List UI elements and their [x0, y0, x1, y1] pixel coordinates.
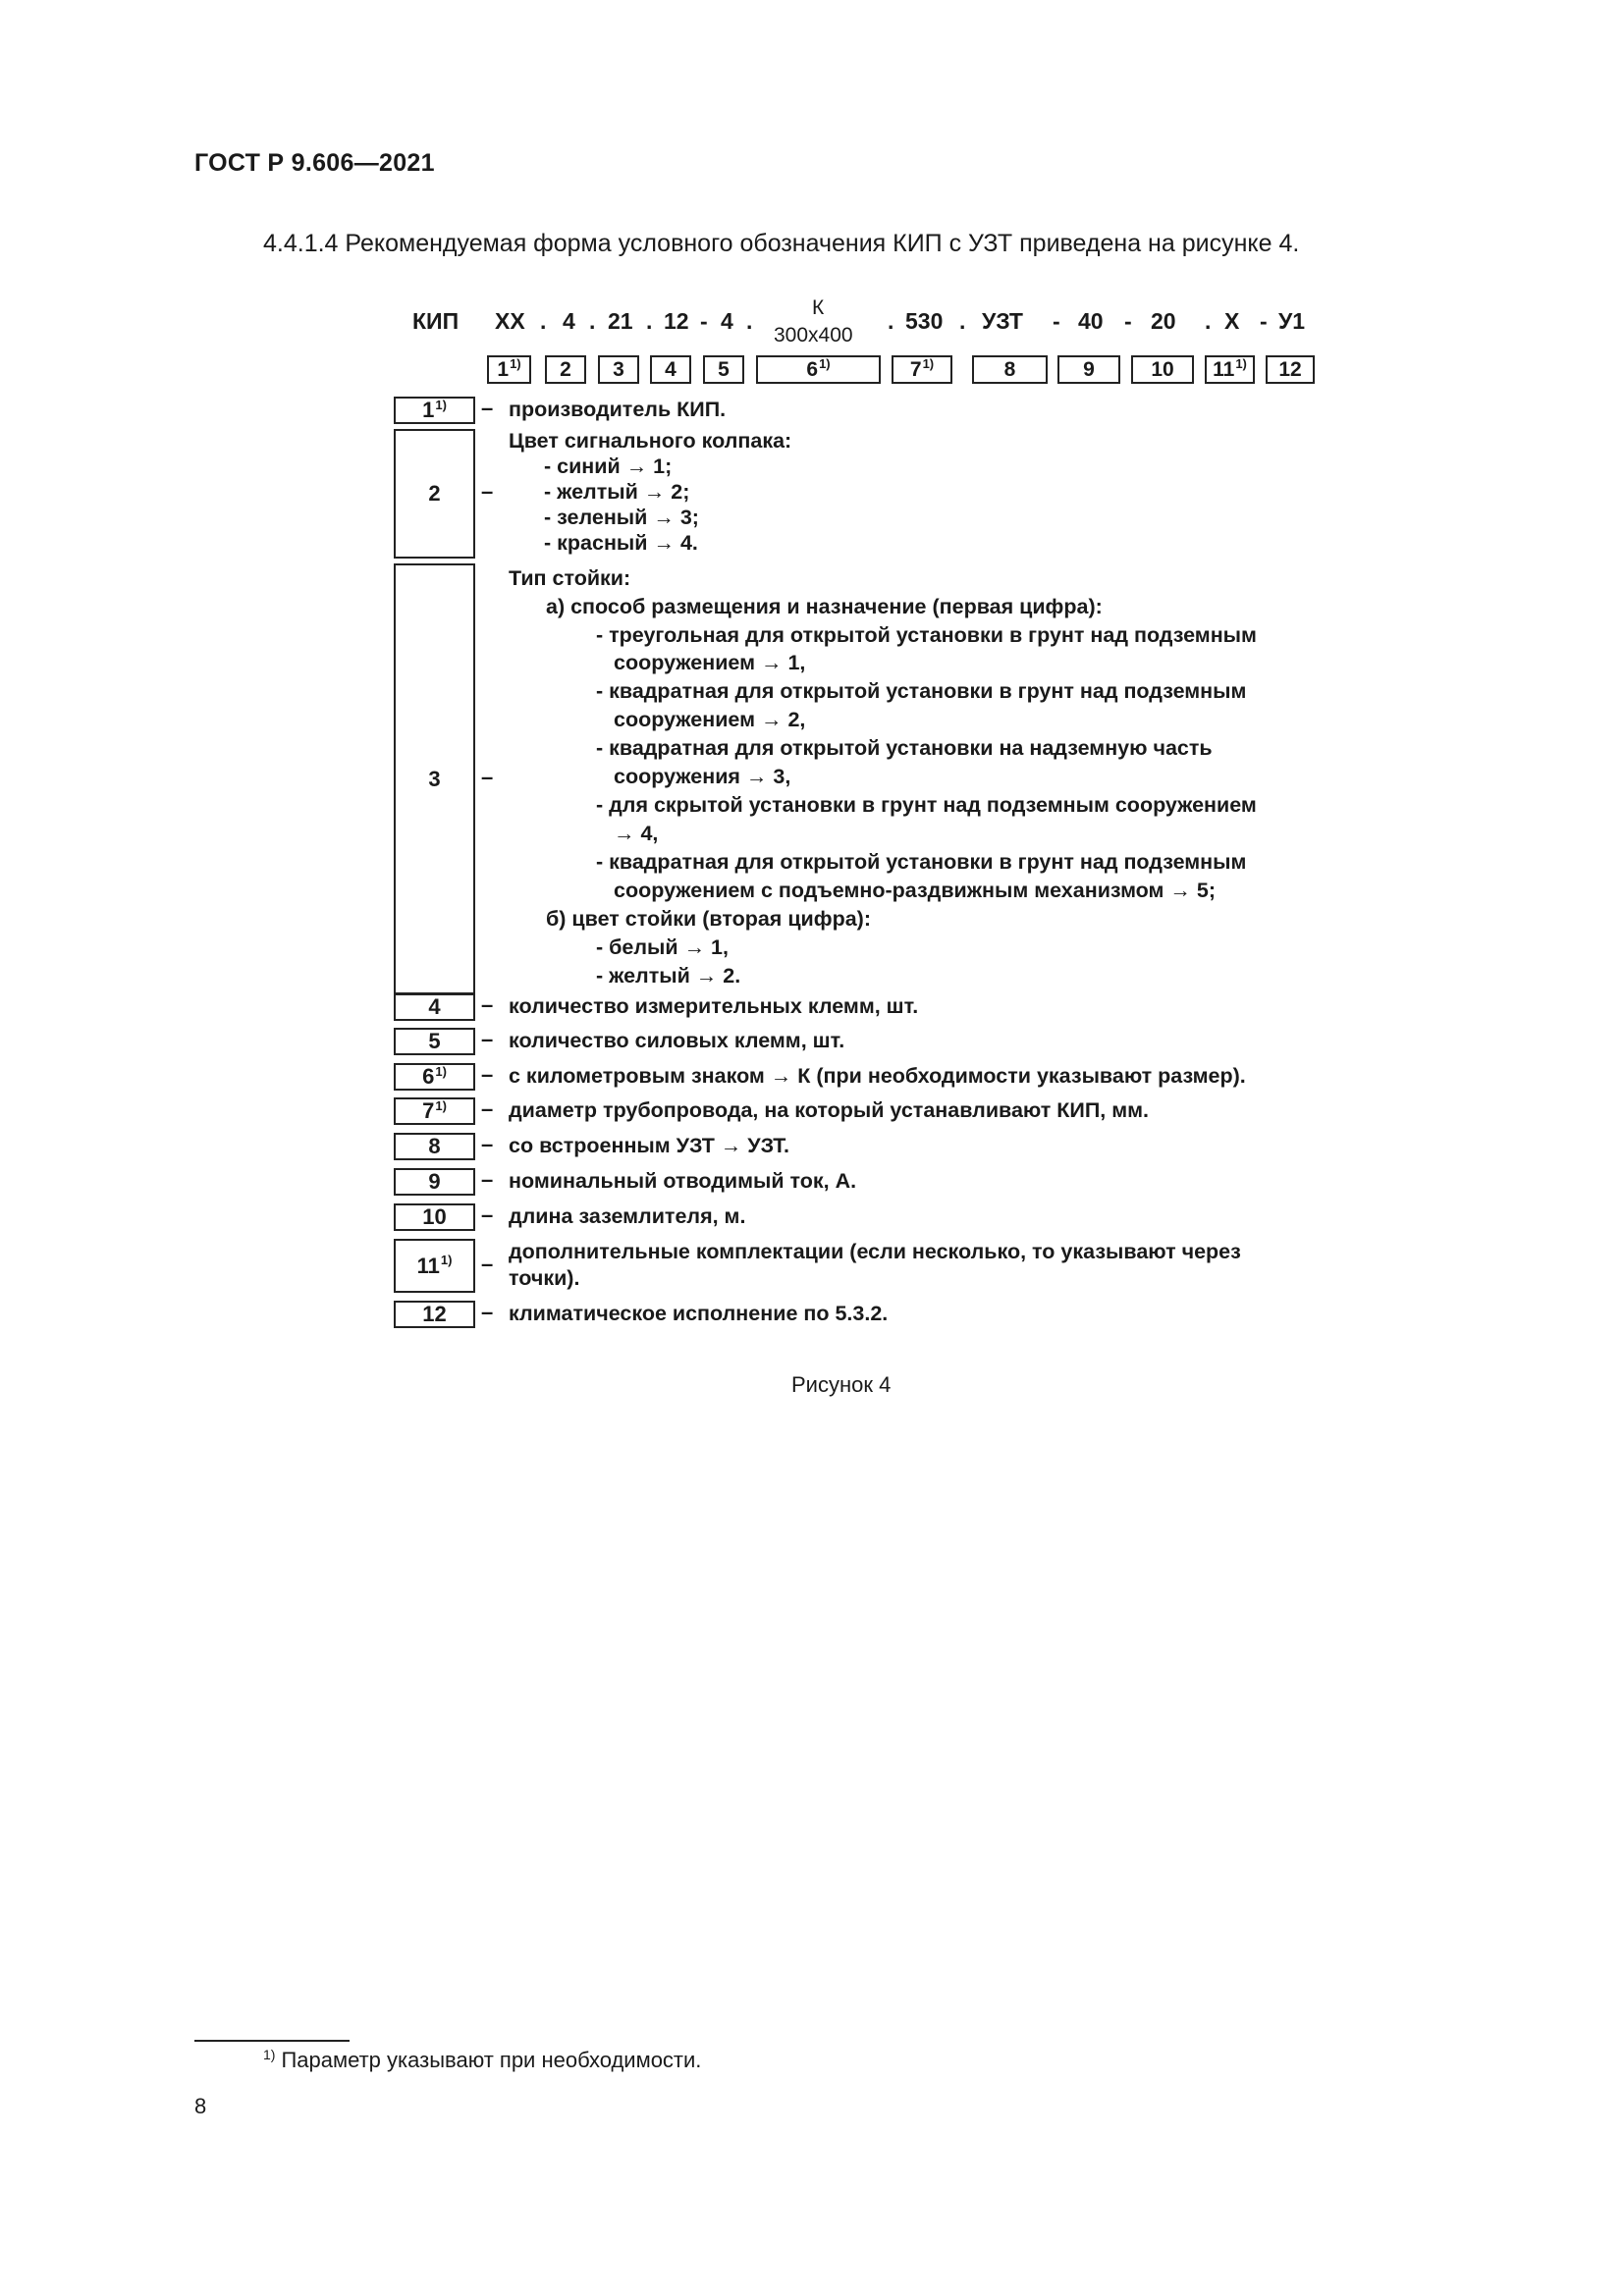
code-token: -	[700, 308, 708, 334]
position-box: 9	[1057, 355, 1120, 384]
code-token: .	[959, 308, 966, 334]
legend-dash: –	[481, 1202, 494, 1227]
intro-paragraph: 4.4.1.4 Рекомендуемая форма условного обозначения КИП с УЗТ приведена на рисунке 4.	[263, 230, 1300, 257]
code-token: -	[1124, 308, 1132, 334]
position-box: 8	[972, 355, 1048, 384]
code-token: 530	[905, 308, 944, 334]
legend-number-box: 9	[394, 1168, 475, 1196]
page-number: 8	[194, 2094, 207, 2118]
legend-number-box: 11 $^{1)}$	[394, 1239, 475, 1293]
legend-dash: –	[481, 1132, 494, 1156]
code-token: 300х400	[774, 324, 853, 347]
position-box: 3	[598, 355, 639, 384]
code-token: УЗТ	[982, 308, 1023, 334]
code-token: 20	[1151, 308, 1176, 334]
document-header: ГОСТ Р 9.606—2021	[194, 149, 435, 177]
position-box: 10	[1131, 355, 1194, 384]
legend-number-box: 5	[394, 1028, 475, 1055]
code-token: КИП	[412, 308, 460, 334]
code-token: У1	[1278, 308, 1306, 334]
position-box: 1 $^{1)}$	[487, 355, 531, 384]
position-box: 2	[545, 355, 586, 384]
code-token: .	[540, 308, 547, 334]
legend-dash: –	[481, 1167, 494, 1192]
code-token: ХХ	[495, 308, 525, 334]
legend-number-box: 1 $^{1)}$	[394, 397, 475, 424]
code-token: .	[888, 308, 894, 334]
code-token: 40	[1078, 308, 1104, 334]
code-token: .	[746, 308, 753, 334]
footnote-mark: 1)	[263, 2047, 276, 2062]
code-token: -	[1260, 308, 1268, 334]
position-box: 12	[1266, 355, 1315, 384]
legend-number-box: 2	[394, 429, 475, 559]
legend-dash: –	[481, 992, 494, 1017]
position-box: 6 $^{1)}$	[756, 355, 881, 384]
figure-caption: Рисунок 4	[791, 1372, 892, 1397]
position-box: 7 $^{1)}$	[892, 355, 952, 384]
code-token: 4	[721, 308, 733, 334]
legend-dash: –	[481, 1062, 494, 1087]
legend-number-box: 12	[394, 1301, 475, 1328]
legend-dash: –	[481, 396, 494, 420]
legend-dash: –	[481, 1096, 494, 1121]
legend-dash: –	[481, 1252, 494, 1276]
position-box: 5	[703, 355, 744, 384]
code-token: К	[812, 296, 825, 319]
code-token: 21	[608, 308, 633, 334]
legend-number-box: 4	[394, 993, 475, 1021]
legend-dash: –	[481, 479, 494, 504]
footnote-separator	[194, 2040, 350, 2042]
footnote	[263, 2048, 701, 2073]
position-box: 4	[650, 355, 691, 384]
legend-number-box: 3	[394, 563, 475, 994]
footnote-text: Параметр указывают при необходимости.	[281, 2048, 702, 2072]
code-token: .	[1205, 308, 1212, 334]
code-token: Х	[1224, 308, 1240, 334]
legend-number-box: 10	[394, 1203, 475, 1231]
legend-dash: –	[481, 765, 494, 789]
code-token: 4	[563, 308, 575, 334]
position-box: 11 $^{1)}$	[1205, 355, 1255, 384]
legend-dash: –	[481, 1300, 494, 1324]
code-token: .	[589, 308, 596, 334]
legend-number-box: 8	[394, 1133, 475, 1160]
code-token: .	[646, 308, 653, 334]
legend-number-box: 7 $^{1)}$	[394, 1097, 475, 1125]
code-token: 12	[664, 308, 689, 334]
legend-dash: –	[481, 1027, 494, 1051]
code-token: -	[1053, 308, 1060, 334]
legend-number-box: 6 $^{1)}$	[394, 1063, 475, 1091]
